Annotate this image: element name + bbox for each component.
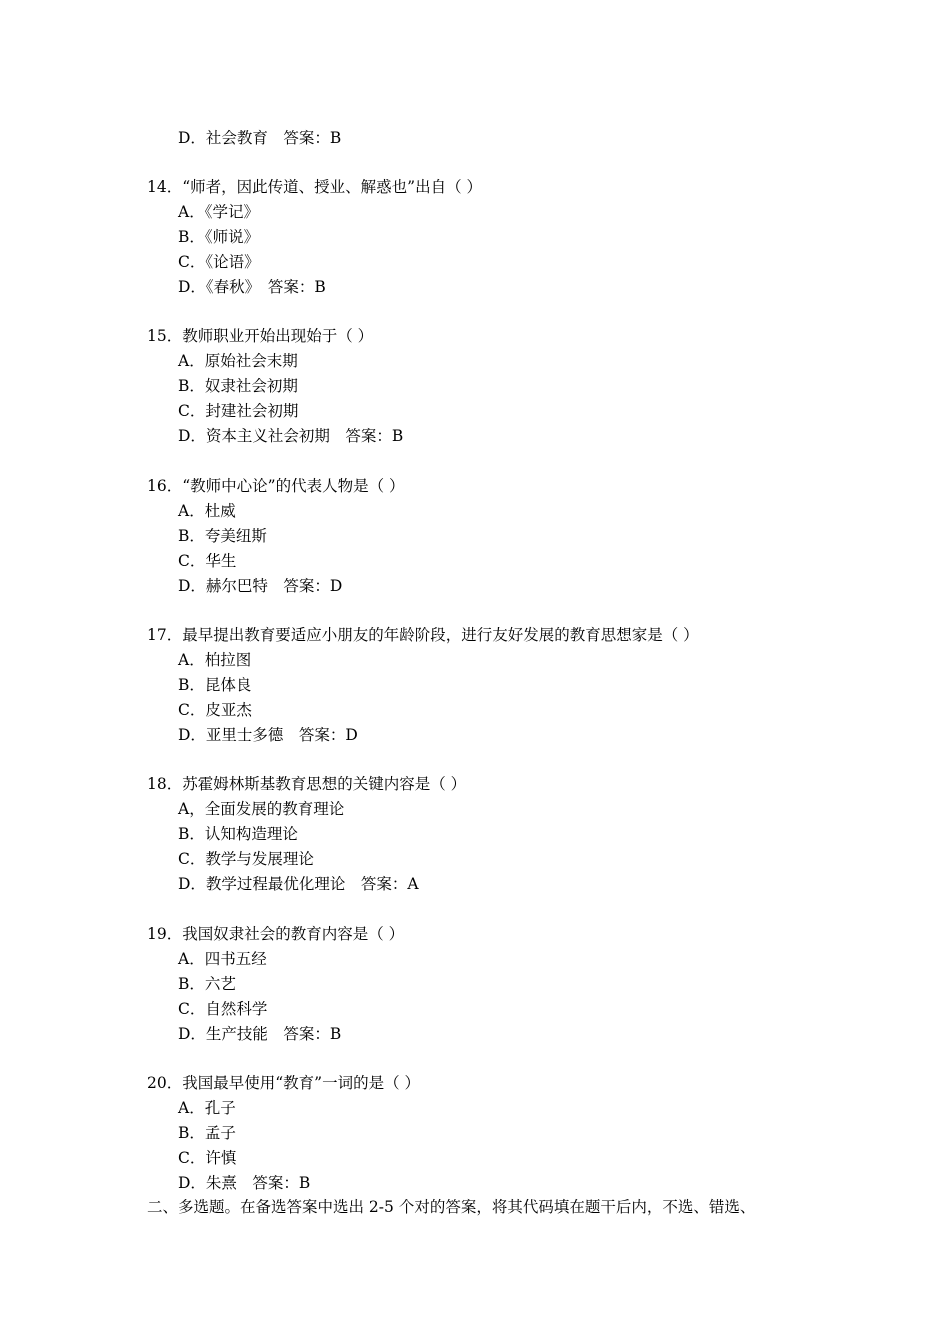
question-17-stem: 17．最早提出教育要适应小朋友的年龄阶段，进行友好发展的教育思想家是（ ）: [147, 626, 699, 644]
question-16-option-d: D．赫尔巴特 答案：D: [178, 577, 343, 595]
question-20-option-d: D．朱熹 答案：B: [178, 1174, 311, 1192]
question-19-option-a: A．四书五经: [178, 950, 267, 968]
question-20-option-c: C．许慎: [178, 1149, 237, 1167]
question-17-option-b: B．昆体良: [178, 676, 252, 694]
question-20-option-b: B．孟子: [178, 1124, 236, 1142]
question-19-option-c: C．自然科学: [178, 1000, 268, 1018]
question-17-option-c: C．皮亚杰: [178, 701, 252, 719]
question-17-option-d: D．亚里士多德 答案：D: [178, 726, 358, 744]
question-14-option-d: D．《春秋》 答案：B: [178, 278, 326, 296]
question-15-option-c: C．封建社会初期: [178, 402, 299, 420]
question-15-option-a: A．原始社会末期: [178, 352, 298, 370]
question-16-stem: 16．“教师中心论”的代表人物是（ ）: [147, 477, 405, 495]
question-15-option-d: D．资本主义社会初期 答案：B: [178, 427, 404, 445]
question-14-option-c: C．《论语》: [178, 253, 260, 271]
question-16-option-b: B．夸美纽斯: [178, 527, 267, 545]
question-19-stem: 19．我国奴隶社会的教育内容是（ ）: [147, 925, 405, 943]
question-16-option-a: A．杜威: [178, 502, 236, 520]
question-15-stem: 15．教师职业开始出现始于（ ）: [147, 327, 374, 345]
question-18-option-b: B．认知构造理论: [178, 825, 298, 843]
question-15-option-b: B．奴隶社会初期: [178, 377, 298, 395]
question-19-option-d: D．生产技能 答案：B: [178, 1025, 342, 1043]
question-14-option-a: A．《学记》: [178, 203, 259, 221]
question-18-stem: 18．苏霍姆林斯基教育思想的关键内容是（ ）: [147, 775, 467, 793]
question-18-option-c: C．教学与发展理论: [178, 850, 314, 868]
section-two-heading: 二、多选题。在备选答案中选出 2-5 个对的答案，将其代码填在题干后内，不选、错选、: [147, 1198, 756, 1216]
question-14-stem: 14．“师者，因此传道、授业、解惑也”出自（ ）: [147, 178, 482, 196]
question-20-option-a: A．孔子: [178, 1099, 236, 1117]
question-14-option-b: B．《师说》: [178, 228, 260, 246]
question-16-option-c: C．华生: [178, 552, 237, 570]
question-13-option-d: D．社会教育 答案：B: [178, 129, 342, 147]
question-18-option-a: A，全面发展的教育理论: [178, 800, 345, 818]
question-20-stem: 20．我国最早使用“教育”一词的是（ ）: [147, 1074, 420, 1092]
question-18-option-d: D．教学过程最优化理论 答案：A: [178, 875, 419, 893]
question-17-option-a: A．柏拉图: [178, 651, 252, 669]
question-19-option-b: B．六艺: [178, 975, 236, 993]
